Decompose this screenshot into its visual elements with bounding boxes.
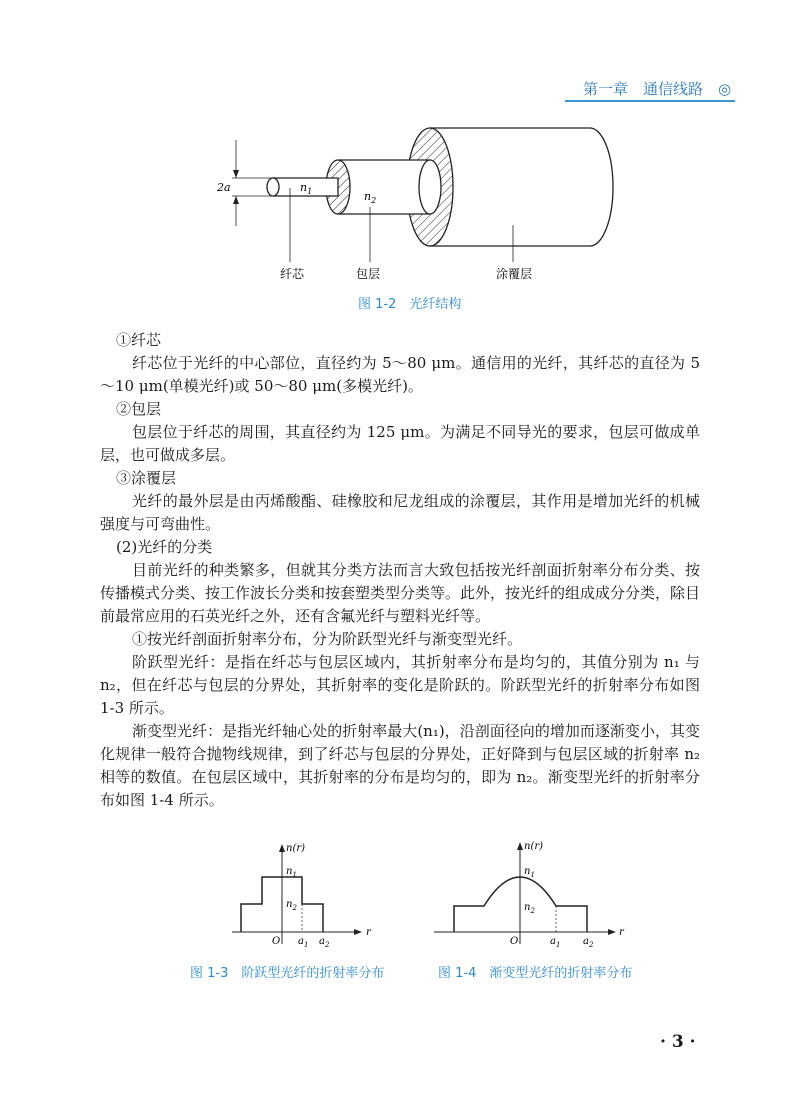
- coating-label: 涂覆层: [496, 267, 533, 281]
- figure-1-3-caption: 图 1-3 阶跃型光纤的折射率分布: [190, 966, 385, 981]
- step-axis-y: n(r): [286, 843, 306, 854]
- dim-2a-label: 2a: [217, 181, 231, 194]
- coating-body: [430, 128, 613, 246]
- n2-label: $n_2$: [364, 190, 377, 205]
- page-number: · 3 ·: [660, 1032, 696, 1052]
- body-text: [100, 329, 700, 812]
- header-rule: [565, 100, 735, 102]
- heading-classification: (2)光纤的分类: [116, 538, 213, 556]
- figure-1-4-caption: 图 1-4 渐变型光纤的折射率分布: [438, 966, 633, 981]
- para-classification: 目前光纤的种类繁多，但就其分类方法而言大致包括按光纤剖面折射率分布分类、按传播模式分类、按工作波长分类和按套塑类型分类等。此外，按光纤的组成成分分类，除目前最常应用的石英光纤之外，还有含氟光纤与塑料光纤等。: [100, 561, 701, 625]
- cladding-body: [338, 160, 430, 214]
- figure-graded-index: [425, 835, 625, 955]
- graded-origin: O: [510, 936, 519, 947]
- graded-a2: $a_2$: [583, 936, 594, 949]
- figure-fiber-structure: [200, 120, 630, 285]
- heading-core: ①纤芯: [116, 331, 162, 349]
- cladding-back: [419, 160, 441, 214]
- step-axis-x: r: [366, 927, 371, 938]
- step-origin: O: [272, 936, 281, 947]
- para-graded-index: 渐变型光纤：是指光纤轴心处的折射率最大(n₁)，沿剖面径向的增加而逐渐变小，其变化规律一般符合抛物线规律，到了纤芯与包层的分界处，正好降到与包层区域的折射率 n₂ 相等的数值。在包层区域中，其折射率的分布是均匀的，即为 n₂。渐变型光纤的折射率分布如图 1-4 所示。: [100, 722, 700, 809]
- n1-label: $n_1$: [300, 181, 313, 196]
- para-coating: 光纤的最外层是由丙烯酸酯、硅橡胶和尼龙组成的涂覆层，其作用是增加光纤的机械强度与可弯曲性。: [100, 492, 700, 533]
- graded-n1: $n_1$: [524, 866, 535, 879]
- cladding-label: 包层: [356, 267, 381, 281]
- para-cladding: 包层位于纤芯的周围，其直径约为 125 μm。为满足不同导光的要求，包层可做成单层，也可做成多层。: [100, 423, 700, 464]
- core-face: [267, 178, 279, 196]
- para-core: 纤芯位于光纤的中心部位，直径约为 5～80 μm。通信用的光纤，其纤芯的直径为 5～10 μm(单模光纤)或 50～80 μm(多模光纤)。: [100, 354, 700, 395]
- graded-a1: $a_1$: [550, 936, 561, 949]
- para-step-index: 阶跃型光纤：是指在纤芯与包层区域内，其折射率分布是均匀的，其值分别为 n₁ 与 n₂，但在纤芯与包层的分界处，其折射率的变化是阶跃的。阶跃型光纤的折射率分布如图 1-3 所示。: [100, 653, 700, 717]
- step-n1: $n_1$: [286, 866, 297, 879]
- graded-axis-y: n(r): [524, 841, 544, 852]
- step-a1: $a_1$: [298, 936, 309, 949]
- figure-1-2-caption: 图 1-2 光纤结构: [358, 297, 462, 312]
- heading-coating: ③涂覆层: [116, 469, 177, 487]
- para-by-index: ①按光纤剖面折射率分布，分为阶跃型光纤与渐变型光纤。: [132, 630, 523, 648]
- step-n2: $n_2$: [286, 899, 297, 912]
- running-header: 第一章 通信线路 ◎: [583, 80, 732, 98]
- step-a2: $a_2$: [319, 936, 330, 949]
- graded-axis-x: r: [619, 927, 624, 938]
- figure-step-index: [200, 835, 380, 955]
- core-label: 纤芯: [280, 267, 305, 281]
- graded-n2: $n_2$: [524, 902, 535, 915]
- heading-cladding: ②包层: [116, 400, 162, 418]
